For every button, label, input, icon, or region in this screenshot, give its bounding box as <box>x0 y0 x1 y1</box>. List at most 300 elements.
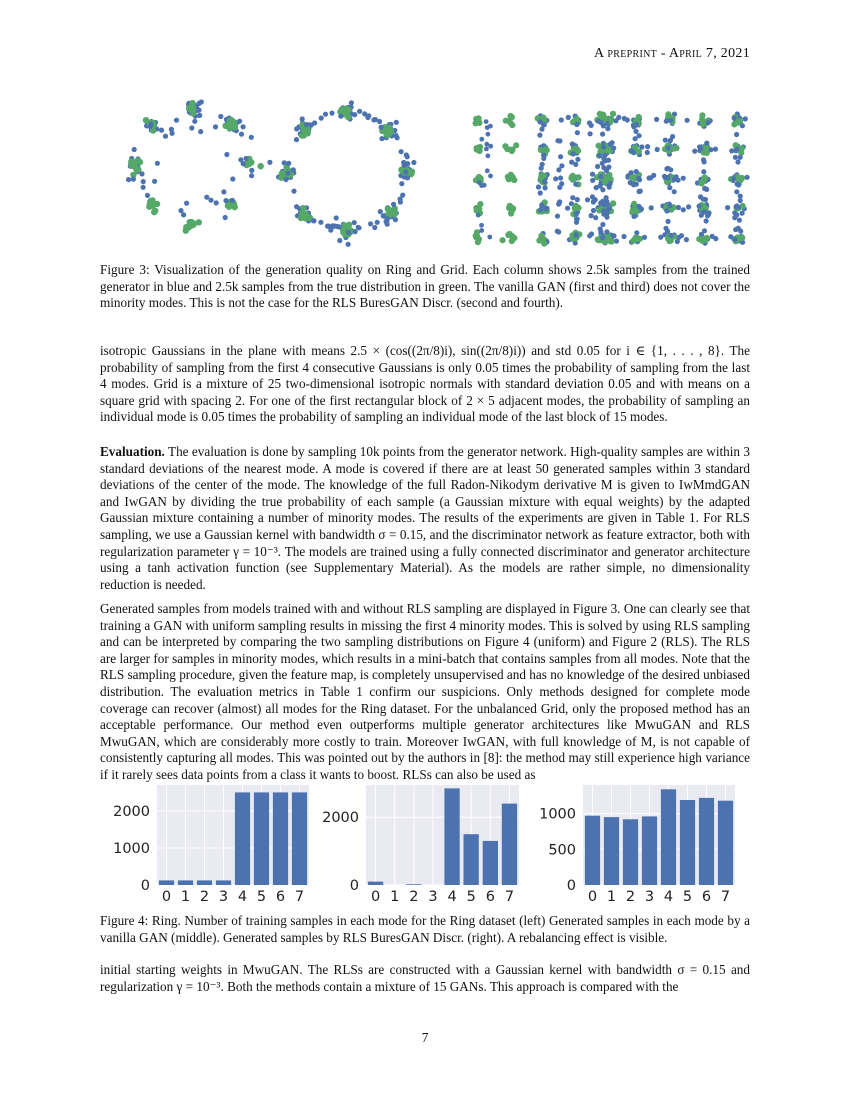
scatter-point <box>668 118 673 123</box>
scatter-point <box>600 187 605 192</box>
scatter-point <box>732 116 737 121</box>
scatter-point <box>671 145 677 151</box>
scatter-point <box>536 184 541 189</box>
scatter-point <box>574 122 579 127</box>
scatter-point <box>559 117 564 122</box>
scatter-point <box>610 200 616 206</box>
x-tick-label: 1 <box>606 889 617 905</box>
scatter-point <box>538 190 543 195</box>
scatter-point <box>539 166 544 171</box>
bar <box>699 798 714 885</box>
scatter-point <box>388 128 394 134</box>
scatter-point <box>184 201 189 206</box>
x-tick-label: 5 <box>466 889 476 905</box>
scatter-point <box>575 130 580 135</box>
scatter-point <box>611 233 616 238</box>
scatter-point <box>145 193 150 198</box>
scatter-point <box>239 132 244 137</box>
scatter-point <box>227 118 233 124</box>
scatter-point <box>591 208 596 213</box>
scatter-point <box>737 218 742 223</box>
scatter-point <box>704 218 709 223</box>
scatter-point <box>152 179 157 184</box>
scatter-point <box>411 160 416 165</box>
scatter-point <box>595 164 600 169</box>
scatter-point <box>604 229 609 234</box>
scatter-point <box>666 219 671 224</box>
evaluation-heading: Evaluation. <box>100 444 165 459</box>
scatter-point <box>337 238 342 243</box>
scatter-point <box>676 205 681 210</box>
scatter-point <box>598 174 603 179</box>
scatter-point <box>555 214 560 219</box>
scatter-point <box>621 234 626 239</box>
header-prefix: A preprint - <box>593 46 669 61</box>
scatter-point <box>147 199 153 205</box>
ring-panel <box>126 99 264 234</box>
x-tick-label: 1 <box>180 889 191 905</box>
scatter-point <box>479 223 484 228</box>
scatter-point <box>294 126 299 131</box>
x-tick-label: 3 <box>644 889 655 905</box>
scatter-point <box>732 215 737 220</box>
scatter-point <box>294 204 299 209</box>
scatter-point <box>589 123 594 128</box>
y-tick-label: 0 <box>140 878 150 894</box>
ring-panel <box>267 100 416 247</box>
scatter-point <box>332 223 337 228</box>
scatter-point <box>570 195 575 200</box>
scatter-point <box>585 197 590 202</box>
scatter-point <box>557 138 562 143</box>
scatter-point <box>508 210 514 216</box>
scatter-point <box>208 198 213 203</box>
y-tick-label: 1000 <box>539 806 576 823</box>
scatter-point <box>614 239 619 244</box>
scatter-point <box>230 176 235 181</box>
figure-3-caption <box>100 262 750 312</box>
scatter-point <box>214 200 219 205</box>
x-tick-label: 0 <box>370 889 381 905</box>
scatter-point <box>474 145 480 151</box>
scatter-point <box>373 117 378 122</box>
scatter-point <box>196 108 201 113</box>
scatter-point <box>587 233 592 238</box>
scatter-point <box>300 205 306 211</box>
scatter-point <box>392 211 398 217</box>
scatter-point <box>738 198 743 203</box>
x-tick-label: 1 <box>390 889 400 905</box>
scatter-point <box>575 197 580 202</box>
scatter-point <box>704 141 709 146</box>
scatter-point <box>731 176 736 181</box>
paragraph-evaluation <box>100 444 750 601</box>
scatter-point <box>631 123 636 128</box>
scatter-point <box>484 119 489 124</box>
x-tick-label: 7 <box>294 889 305 905</box>
scatter-point <box>601 208 606 213</box>
scatter-point <box>729 148 734 153</box>
scatter-point <box>667 203 672 208</box>
scatter-point <box>541 156 546 161</box>
scatter-point <box>542 179 547 184</box>
bar <box>406 884 421 885</box>
scatter-point <box>241 161 246 166</box>
scatter-point <box>286 161 291 166</box>
scatter-point <box>506 205 512 211</box>
scatter-point <box>345 114 351 120</box>
scatter-point <box>590 194 595 199</box>
bar <box>502 804 517 885</box>
scatter-point <box>357 109 362 114</box>
scatter-point <box>633 129 638 134</box>
scatter-point <box>476 213 481 218</box>
scatter-point <box>218 114 223 119</box>
scatter-point <box>155 161 160 166</box>
scatter-point <box>574 232 579 237</box>
bar <box>273 792 288 885</box>
scatter-point <box>553 176 558 181</box>
scatter-point <box>538 207 543 212</box>
scatter-point <box>542 147 548 153</box>
scatter-point <box>368 221 373 226</box>
scatter-point <box>703 148 709 154</box>
figure-3-scatter-panels <box>100 92 750 252</box>
scatter-point <box>735 159 740 164</box>
scatter-point <box>655 147 660 152</box>
scatter-point <box>700 121 706 127</box>
scatter-point <box>486 132 491 137</box>
scatter-point <box>510 174 516 180</box>
scatter-point <box>663 138 668 143</box>
scatter-point <box>488 144 493 149</box>
scatter-point <box>221 189 226 194</box>
scatter-point <box>736 182 741 187</box>
bar <box>368 882 383 885</box>
bar <box>197 880 212 885</box>
scatter-point <box>639 206 644 211</box>
scatter-point <box>283 177 288 182</box>
scatter-point <box>559 163 564 168</box>
bar <box>292 792 307 885</box>
scatter-point <box>385 206 391 212</box>
bar <box>254 792 269 885</box>
scatter-point <box>141 185 146 190</box>
x-tick-label: 0 <box>587 889 598 905</box>
scatter-point <box>570 141 575 146</box>
scatter-point <box>381 213 386 218</box>
scatter-point <box>631 201 637 207</box>
y-tick-label: 1000 <box>113 840 150 857</box>
bar <box>464 834 479 885</box>
scatter-point <box>616 115 621 120</box>
scatter-point <box>573 162 578 167</box>
scatter-point <box>647 175 652 180</box>
scatter-point <box>163 134 168 139</box>
scatter-point <box>668 138 673 143</box>
scatter-point <box>223 215 228 220</box>
scatter-point <box>356 225 361 230</box>
scatter-point <box>674 174 679 179</box>
scatter-point <box>479 228 484 233</box>
scatter-point <box>681 207 686 212</box>
x-tick-label: 2 <box>409 889 419 905</box>
paragraph-evaluation-text: The evaluation is done by sampling 10k points from the generator network. High-quality samples are within 3 standard deviations of the nearest mode. A mode is covered if there are at least 50 generated samples within 3 standard deviations of the center of the mode. The knowledge of the full Radon-Nikodym derivative M is given to IwMmdGAN and IwGAN by dividing the true probability of each sample (a Gaussian mixture with equal weights) by the adapted Gaussian mixture containing a number of minority modes. The results of the experiments are given in Table 1. For RLS sampling, we use a Gaussian kernel with bandwidth σ = 0.15, and the discriminator network as feature extractor, both with regularization parameter γ = 10⁻³. The models are trained using a fully connected discriminator and generator architecture using a tanh activation function (see Supplementary Material). As the models are rather simple, no dimensionality reduction is needed. <box>100 444 750 592</box>
scatter-point <box>743 116 748 121</box>
scatter-point <box>487 235 492 240</box>
scatter-point <box>675 239 680 244</box>
scatter-point <box>745 175 750 180</box>
y-tick-label: 500 <box>548 842 576 859</box>
scatter-point <box>631 150 636 155</box>
scatter-point <box>249 173 254 178</box>
figure-4-caption <box>100 913 750 946</box>
scatter-point <box>542 122 547 127</box>
x-tick-label: 6 <box>275 889 286 905</box>
scatter-point <box>649 205 654 210</box>
x-tick-label: 2 <box>199 889 210 905</box>
x-tick-label: 5 <box>682 889 693 905</box>
bar <box>718 801 733 885</box>
scatter-point <box>600 235 605 240</box>
x-tick-label: 5 <box>256 889 267 905</box>
scatter-point <box>379 136 384 141</box>
scatter-point <box>600 132 605 137</box>
scatter-point <box>394 120 399 125</box>
scatter-point <box>126 177 131 182</box>
scatter-point <box>557 199 562 204</box>
scatter-point <box>399 149 404 154</box>
scatter-point <box>571 151 576 156</box>
scatter-point <box>704 235 710 241</box>
scatter-point <box>484 147 489 152</box>
x-tick-label: 7 <box>504 889 515 905</box>
bar-chart-3 <box>539 785 735 905</box>
grid-panel <box>594 111 750 246</box>
scatter-point <box>713 147 718 152</box>
scatter-point <box>636 176 641 181</box>
page-number: 7 <box>421 1030 429 1045</box>
scatter-point <box>539 203 544 208</box>
scatter-point <box>258 163 264 169</box>
scatter-point <box>685 118 690 123</box>
scatter-point <box>732 237 737 242</box>
scatter-point <box>379 125 384 130</box>
scatter-point <box>625 117 630 122</box>
bar <box>623 819 638 885</box>
figure-3-label: Figure 3: <box>100 262 150 277</box>
scatter-point <box>701 169 706 174</box>
scatter-point <box>596 143 602 149</box>
scatter-point <box>738 155 743 160</box>
scatter-point <box>249 168 254 173</box>
scatter-point <box>197 113 202 118</box>
y-tick-label: 2000 <box>322 810 359 827</box>
scatter-point <box>725 205 730 210</box>
x-tick-label: 4 <box>663 889 674 905</box>
scatter-point <box>189 105 195 111</box>
scatter-point <box>148 124 153 129</box>
scatter-point <box>663 175 668 180</box>
scatter-point <box>559 181 564 186</box>
scatter-point <box>588 131 593 136</box>
scatter-point <box>241 124 246 129</box>
scatter-point <box>311 218 316 223</box>
scatter-point <box>298 215 304 221</box>
scatter-point <box>304 122 309 127</box>
scatter-point <box>679 233 684 238</box>
scatter-point <box>570 173 576 179</box>
scatter-point <box>399 181 404 186</box>
scatter-point <box>299 132 305 138</box>
scatter-point <box>628 180 633 185</box>
scatter-point <box>702 186 707 191</box>
scatter-point <box>204 195 209 200</box>
scatter-point <box>131 177 136 182</box>
scatter-point <box>558 154 563 159</box>
scatter-point <box>597 153 602 158</box>
scatter-point <box>366 113 371 118</box>
scatter-point <box>378 209 383 214</box>
scatter-point <box>669 233 674 238</box>
scatter-point <box>352 112 357 117</box>
scatter-point <box>734 189 739 194</box>
scatter-point <box>713 236 718 241</box>
scatter-point <box>352 220 357 225</box>
x-tick-label: 4 <box>237 889 248 905</box>
scatter-point <box>706 120 711 125</box>
scatter-point <box>600 161 605 166</box>
scatter-point <box>479 183 484 188</box>
scatter-point <box>605 126 610 131</box>
scatter-point <box>681 176 686 181</box>
scatter-point <box>558 175 563 180</box>
scatter-point <box>600 222 605 227</box>
scatter-point <box>485 125 490 130</box>
bar <box>178 880 193 885</box>
scatter-point <box>651 173 656 178</box>
scatter-point <box>404 152 409 157</box>
scatter-point <box>702 228 707 233</box>
bar <box>661 789 676 885</box>
scatter-point <box>574 216 579 221</box>
scatter-point <box>249 135 254 140</box>
scatter-point <box>684 237 689 242</box>
scatter-point <box>199 99 204 104</box>
scatter-point <box>566 115 571 120</box>
bar <box>680 800 695 885</box>
scatter-point <box>372 225 377 230</box>
scatter-point <box>403 170 408 175</box>
scatter-point <box>699 180 705 186</box>
scatter-point <box>405 175 410 180</box>
scatter-point <box>329 111 334 116</box>
scatter-point <box>318 220 323 225</box>
scatter-point <box>629 175 635 181</box>
y-tick-label: 2000 <box>113 803 150 820</box>
scatter-point <box>672 189 677 194</box>
scatter-point <box>505 232 511 238</box>
scatter-point <box>736 226 741 231</box>
scatter-point <box>728 234 733 239</box>
scatter-point <box>701 157 706 162</box>
y-tick-label: 0 <box>566 878 576 894</box>
scatter-point <box>666 166 671 171</box>
scatter-point <box>328 228 333 233</box>
scatter-point <box>589 213 594 218</box>
scatter-point <box>740 211 745 216</box>
scatter-point <box>537 133 542 138</box>
scatter-point <box>697 144 702 149</box>
figure-3 <box>100 92 750 252</box>
scatter-point <box>279 170 285 176</box>
scatter-point <box>183 228 189 234</box>
scatter-point <box>338 114 343 119</box>
x-tick-label: 3 <box>218 889 229 905</box>
figure-4-label: Figure 4: <box>100 913 149 928</box>
scatter-point <box>597 111 603 117</box>
scatter-point <box>698 194 703 199</box>
scatter-point <box>602 116 608 122</box>
figure-4-text: Ring. Number of training samples in each mode for the Ring dataset (left) Generated samples in each mode by a vanilla GAN (middle). Generated samples by RLS BuresGAN Discr. (right). A rebalancing effect is visible. <box>100 913 750 945</box>
scatter-point <box>574 211 579 216</box>
bar <box>585 816 600 885</box>
scatter-point <box>294 137 299 142</box>
scatter-point <box>734 204 739 209</box>
scatter-point <box>244 156 249 161</box>
x-tick-label: 3 <box>428 889 438 905</box>
scatter-point <box>539 237 545 243</box>
header-date: April 7, 2021 <box>668 46 750 61</box>
figure-3-text: Visualization of the generation quality on Ring and Grid. Each column shows 2.5k samples from the trained generator in blue and 2.5k samples from the true distribution in green. The vanilla GAN (first and third) does not cover the minority modes. This is not the case for the RLS BuresGAN Discr. (second and fourth). <box>100 262 750 311</box>
scatter-point <box>664 208 669 213</box>
scatter-point <box>189 125 194 130</box>
scatter-point <box>385 222 390 227</box>
scatter-point <box>400 193 405 198</box>
scatter-point <box>393 133 398 138</box>
scatter-point <box>608 142 613 147</box>
scatter-point <box>663 226 668 231</box>
scatter-point <box>474 229 480 235</box>
scatter-point <box>267 160 272 165</box>
bar <box>235 792 250 885</box>
scatter-point <box>223 198 228 203</box>
scatter-point <box>575 148 581 154</box>
figure-4-bar-charts <box>100 780 750 905</box>
x-tick-label: 4 <box>447 889 457 905</box>
scatter-point <box>353 229 358 234</box>
scatter-point <box>598 226 603 231</box>
scatter-point <box>591 199 596 204</box>
scatter-point <box>740 123 745 128</box>
scatter-point <box>596 119 601 124</box>
figure-4 <box>100 780 750 905</box>
scatter-point <box>543 185 548 190</box>
bar-chart-2 <box>322 785 519 905</box>
scatter-point <box>573 182 578 187</box>
scatter-point <box>697 204 702 209</box>
scatter-point <box>325 224 330 229</box>
y-tick-label: 0 <box>349 878 359 894</box>
scatter-point <box>131 160 137 166</box>
scatter-point <box>733 155 738 160</box>
scatter-point <box>573 203 579 209</box>
scatter-point <box>699 213 704 218</box>
scatter-point <box>600 199 605 204</box>
scatter-point <box>141 179 146 184</box>
scatter-point <box>336 224 341 229</box>
scatter-point <box>708 147 713 152</box>
